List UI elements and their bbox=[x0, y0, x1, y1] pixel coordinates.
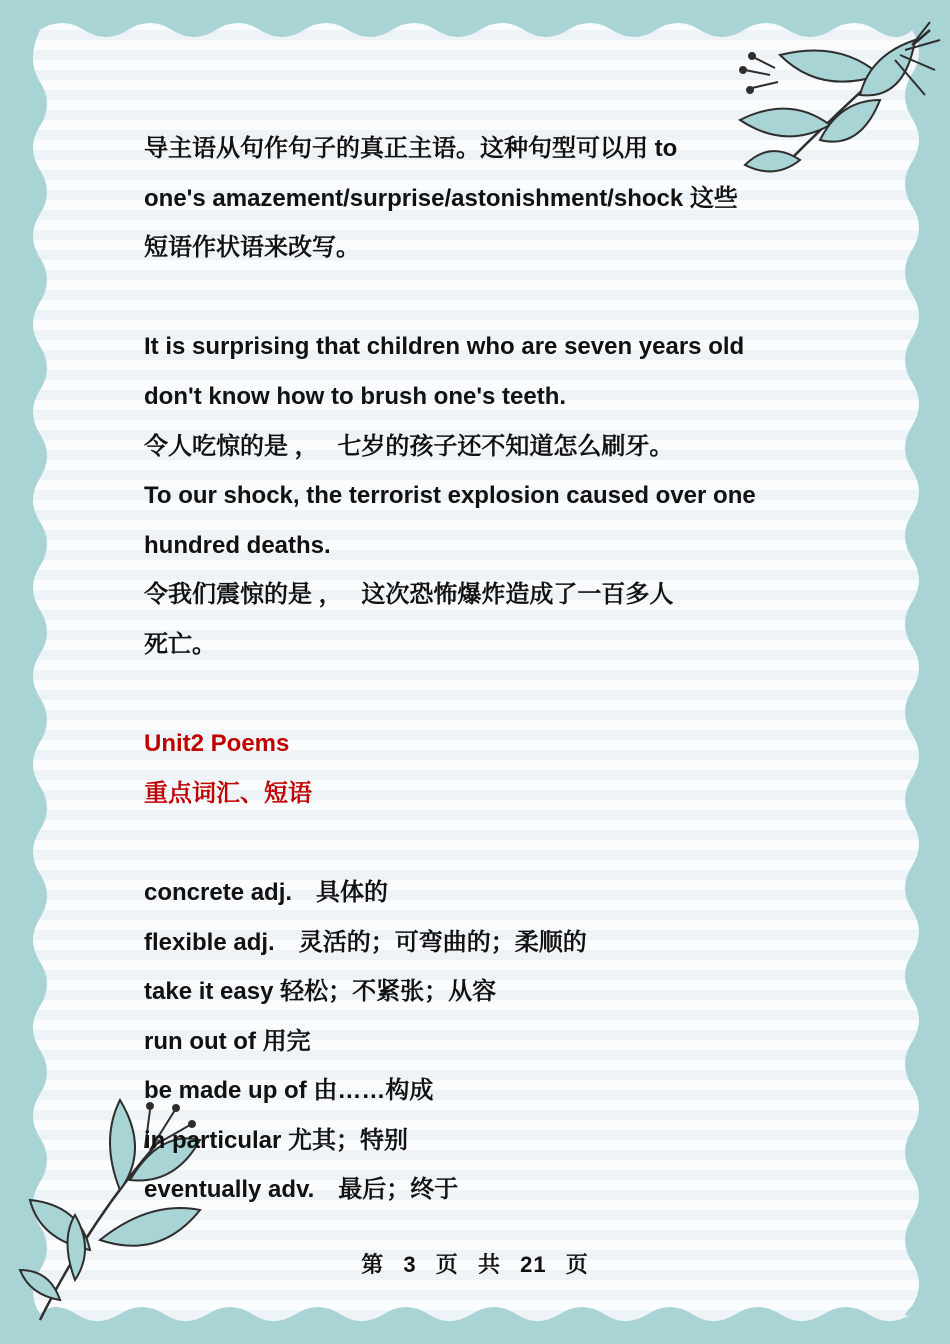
intro-line-2: one's amazement/surprise/astonishment/shock 这些 bbox=[144, 184, 738, 212]
intro-line-3: 短语作状语来改写。 bbox=[144, 234, 360, 262]
footer-suffix: 页 bbox=[565, 1252, 589, 1277]
example2-chinese-line-1: 令我们震惊的是 ， 这次恐怖爆炸造成了一百多人 bbox=[144, 581, 674, 609]
vocab-item: in particular 尤其；特别 bbox=[144, 1126, 409, 1154]
footer-prefix: 第 bbox=[361, 1252, 385, 1277]
vocab-item: take it easy 轻松；不紧张；从容 bbox=[144, 978, 497, 1006]
unit-heading: Unit2 Poems bbox=[144, 730, 290, 758]
spacer bbox=[144, 670, 804, 720]
example2-chinese-line-2: 死亡。 bbox=[144, 630, 216, 658]
spacer bbox=[144, 273, 804, 323]
footer-total-word: 共 bbox=[477, 1252, 501, 1277]
vocab-item: flexible adj. 灵活的；可弯曲的；柔顺的 bbox=[144, 928, 587, 956]
example2-english-line-2: hundred deaths. bbox=[144, 531, 331, 559]
main-content bbox=[144, 124, 804, 1215]
vocab-item: concrete adj. 具体的 bbox=[144, 878, 389, 906]
spacer bbox=[144, 818, 804, 868]
footer-total-pages: 21 bbox=[520, 1252, 547, 1277]
example2-english-line-1: To our shock, the terrorist explosion caused over one bbox=[144, 482, 756, 510]
vocab-item: be made up of 由……构成 bbox=[144, 1077, 434, 1105]
section-heading: 重点词汇、短语 bbox=[144, 779, 312, 807]
example1-chinese: 令人吃惊的是 ， 七岁的孩子还不知道怎么刷牙。 bbox=[144, 432, 674, 460]
footer-page-word: 页 bbox=[435, 1252, 459, 1277]
example1-english-line-1: It is surprising that children who are seven years old bbox=[144, 333, 745, 361]
footer-page-number: 3 bbox=[403, 1252, 417, 1277]
vocab-item: run out of 用完 bbox=[144, 1027, 311, 1055]
example1-english-line-2: don't know how to brush one's teeth. bbox=[144, 382, 567, 410]
page-footer bbox=[0, 1248, 950, 1279]
vocab-item: eventually adv. 最后；终于 bbox=[144, 1176, 459, 1204]
intro-line-1: 导主语从句作句子的真正主语。这种句型可以用 to bbox=[144, 135, 678, 162]
